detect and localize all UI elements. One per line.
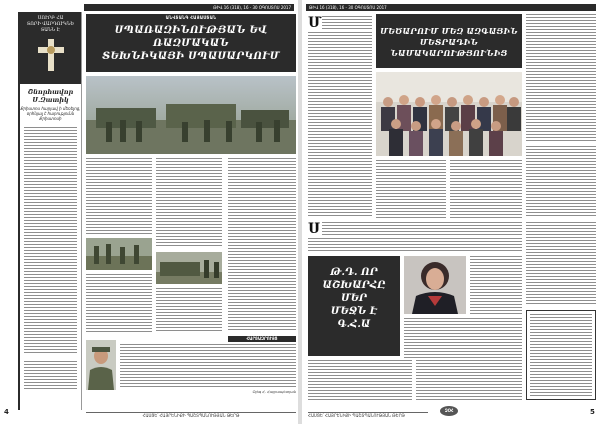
- right-page-number: 5: [590, 408, 595, 416]
- right-sidebar-box-text: [530, 314, 592, 396]
- right-article-col-2b: [450, 160, 522, 218]
- photo-portrait-woman: [404, 256, 466, 314]
- sidebar-top-block: [20, 12, 81, 84]
- pull-line-2: ԱՇԽԱՐՀԸ: [322, 280, 386, 291]
- sidebar-body-text-2: [24, 361, 77, 391]
- headline-line-2: ՏԵԽՆԻԿԱՅԻ ՍՊԱՍԱՐԿՈՒՄ: [102, 51, 280, 62]
- right-sidebar-box: [526, 310, 596, 400]
- drop-cap-2: Ս: [308, 221, 321, 237]
- photo-group-women: [376, 72, 522, 156]
- sidebar-easter-greeting: [18, 12, 82, 410]
- right-page: [302, 0, 600, 424]
- sidebar-top-line-2: ՏՈՐԻ ՎԱՐԴՈՒԿՆԵ: [26, 22, 75, 27]
- right-article-col-under-portrait: [404, 318, 522, 358]
- right-article-col-1-lead: [322, 16, 372, 30]
- photo-military-vehicles: [86, 76, 296, 154]
- photo-soldiers-field: [86, 238, 152, 270]
- right-article-col-2a: [376, 160, 446, 218]
- pull-line-1: Թ.Դ. ՈՐ: [330, 267, 378, 278]
- sidebar-subtitle: Քրիստոս հարյավ ի մեռելոց, օրհնյալ է հարությունն Քրիստոսի: [20, 106, 81, 121]
- second-article-lead: [322, 222, 522, 236]
- photo-portrait-officer: [86, 340, 116, 390]
- left-page-number: 4: [4, 408, 9, 416]
- left-headline-banner: [86, 14, 296, 72]
- right-footer: ՀԱՍՑԵ՝ ՀԱՅՐԵՆԻՔԻ ՊԱՇՏՊԱՆՈՒԹՅԱՆ ԹԵՐԹ: [308, 412, 428, 418]
- left-page: [0, 0, 298, 424]
- pull-line-5: Գ.Հ.Ա: [337, 319, 371, 330]
- left-article-col-1a: [86, 158, 152, 234]
- right-article-col-bottom-1: [308, 360, 412, 400]
- section-label-question: ՀԱՐՑԱԶՐՈՒՅՑ: [228, 336, 296, 342]
- right-headline-line-2: ՆԱՄԱԿԱՐՈՒԹՅՈՒՆԻՑ: [390, 48, 508, 58]
- left-footer: ՀԱՍՑԵ՝ ՀԱՅՐԵՆԻՔԻ ՊԱՇՏՊԱՆՈՒԹՅԱՆ ԹԵՐԹ: [86, 412, 296, 418]
- right-headline-line-1: ՄԵԾԱՐՈՒՄ ՄԵԶ ԱԶԳԱՅԻՆ ՄԵՏՐԱԴԻՆ: [380, 26, 518, 47]
- left-header-bar: ԹԻՎ 16 (318), 16 - 30 ՕԳՈՍՏՈՍ 2017: [84, 4, 294, 11]
- left-article-col-2b: [156, 288, 222, 332]
- left-article-col-3: [228, 158, 296, 332]
- headline-line-1: ՍՊԱՌԱԶԻՆՈՒԹՅԱՆ ԵՎ ՌԱԶՄԱԿԱՆ: [114, 25, 268, 49]
- right-article-col-3-top: [526, 14, 596, 142]
- right-headline-banner: [376, 14, 522, 68]
- sidebar-top-line-3: ՏԱՆՆ Է: [41, 28, 60, 33]
- cross-icon: [36, 37, 66, 73]
- left-article-col-2a: [156, 158, 222, 248]
- pull-line-4: ՄԵՋՆ Է: [330, 306, 378, 317]
- drop-cap-1: Մ: [308, 15, 322, 31]
- sidebar-title-2: Ս.Զատիկ: [32, 96, 69, 104]
- right-article-col-portrait-side: [470, 256, 522, 314]
- right-article-col-1: [308, 32, 372, 218]
- quote-signature: Օլեգ Հ. Հայրապետյան: [252, 390, 296, 394]
- publication-logo: ԶՕՀ: [440, 406, 458, 416]
- right-header-bar: ԹԻՎ 16 (318), 16 - 30 ՕԳՈՍՏՈՍ 2017: [306, 4, 596, 11]
- right-article-col-3b: [526, 146, 596, 218]
- pull-line-3: ՄԵՐ: [340, 293, 368, 304]
- right-article-col-bottom-2: [416, 360, 522, 400]
- right-article-col-3c: [526, 222, 596, 306]
- sidebar-title-1: Շնորհավոր: [27, 88, 74, 96]
- sidebar-body-text: [24, 127, 77, 355]
- photo-soldiers-inspection: [156, 252, 222, 284]
- second-article-intro: [308, 238, 522, 252]
- left-article-col-1b: [86, 274, 152, 332]
- banner-kicker: ԱՆՎՏԱՆԳ ՀԱՅԱՍՏԱՆ: [165, 15, 217, 20]
- sidebar-top-line-1: ՍՈՒՐԲ ՀԱ: [37, 16, 64, 21]
- quote-text-block: [120, 344, 296, 388]
- pull-quote-banner: [308, 256, 400, 356]
